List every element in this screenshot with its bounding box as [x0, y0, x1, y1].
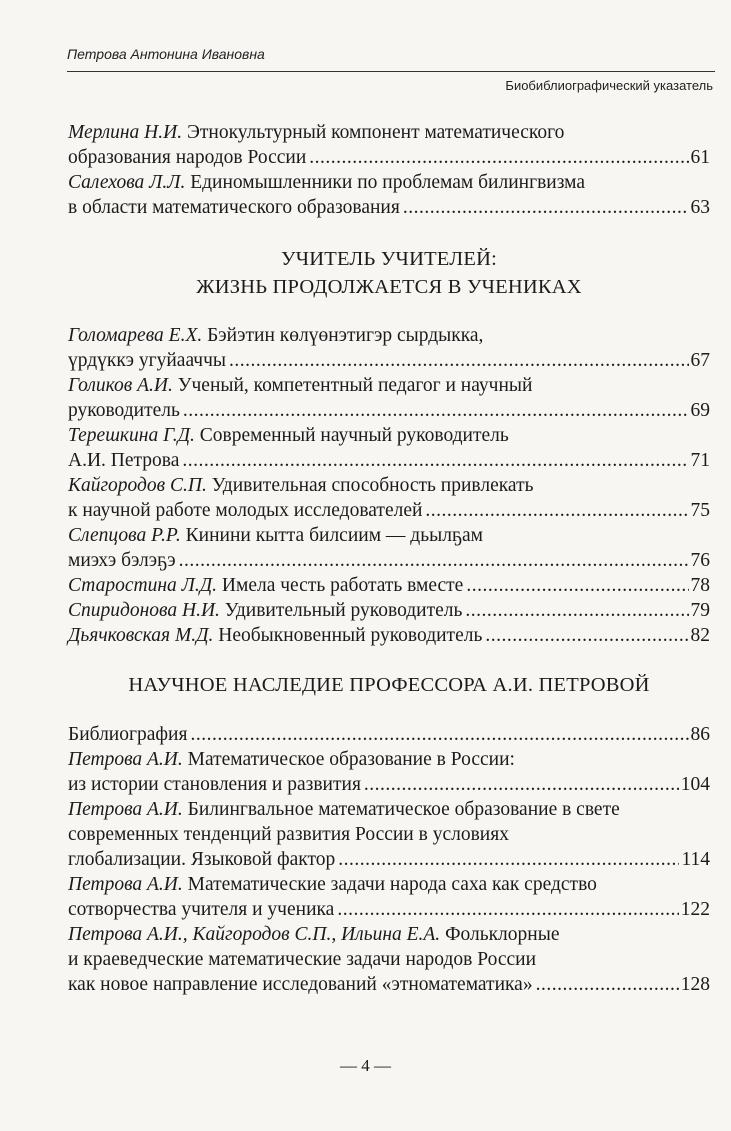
toc-entry-page: 61 — [690, 147, 710, 168]
page-number: — 4 — — [340, 1056, 391, 1075]
toc-entry-text — [68, 498, 422, 523]
toc-group-middle — [68, 323, 710, 648]
toc-entry-text — [68, 122, 564, 143]
toc-entry-text — [68, 425, 509, 446]
toc-entry — [68, 523, 710, 573]
toc-entry — [68, 170, 710, 220]
toc-entry-title: Математическое образование в России: — [187, 749, 515, 770]
toc-entry-line — [68, 323, 710, 348]
toc-entry-line — [68, 373, 710, 398]
toc-entry-text — [68, 897, 334, 922]
toc-entry-title: миэхэ бэлэҕэ — [68, 550, 176, 571]
toc-entry-line — [68, 498, 710, 523]
dot-leader — [229, 348, 688, 373]
toc-entry — [68, 323, 710, 373]
toc-entry — [68, 797, 710, 872]
toc-entry-author: Петрова А.И. — [68, 749, 183, 770]
toc-entry-line — [68, 598, 710, 623]
toc-entry-text — [68, 325, 483, 346]
toc-entry-title: образования народов России — [68, 147, 307, 168]
toc-entry-line — [68, 548, 710, 573]
dot-leader — [536, 972, 679, 997]
toc-entry-line — [68, 922, 710, 947]
toc-entry-line — [68, 797, 710, 822]
toc-entry-page: 122 — [680, 899, 710, 920]
toc-entry-title: Этнокультурный компонент математического — [186, 122, 565, 143]
dot-leader — [364, 772, 679, 797]
toc-entry-text — [68, 824, 509, 845]
toc-entry-title: А.И. Петрова — [68, 450, 180, 471]
toc-entry — [68, 423, 710, 473]
toc-group-bottom — [68, 722, 710, 997]
toc-entry-title: Билингвальное математическое образование в свете — [187, 799, 620, 820]
toc-entry-author: Слепцова Р.Р. — [68, 525, 181, 546]
toc-entry-title: как новое направление исследований «этноматематика» — [68, 974, 533, 995]
toc-entry-line — [68, 170, 710, 195]
toc-entry-line — [68, 348, 710, 373]
toc-entry-text — [68, 398, 180, 423]
toc-entry-text — [68, 722, 187, 747]
toc-entry-line — [68, 423, 710, 448]
toc-entry-line — [68, 947, 710, 972]
toc-entry-line — [68, 573, 710, 598]
toc-entry-text — [68, 375, 532, 396]
toc-entry-author: Петрова А.И., Кайгородов С.П., Ильина Е.А. — [68, 924, 441, 945]
toc-entry-text — [68, 172, 585, 193]
toc-entry-line — [68, 195, 710, 220]
dot-leader — [466, 573, 688, 598]
dot-leader — [403, 195, 689, 220]
toc-entry-text — [68, 623, 482, 648]
section-heading-line: ЖИЗНЬ ПРОДОЛЖАЕТСЯ В УЧЕНИКАХ — [196, 276, 582, 298]
toc-entry-page: 104 — [680, 774, 710, 795]
toc-entry-line — [68, 747, 710, 772]
toc-entry-page: 82 — [690, 625, 710, 646]
toc-entry-title: и краеведческие математические задачи народов России — [68, 949, 537, 970]
dot-leader — [183, 398, 689, 423]
dot-leader — [338, 847, 679, 872]
toc-entry-text — [68, 548, 176, 573]
toc-entry-text — [68, 195, 400, 220]
toc-entry-line — [68, 120, 710, 145]
toc-entry-line — [68, 145, 710, 170]
toc-entry-title: современных тенденций развития России в условиях — [68, 824, 509, 845]
section-heading-legacy — [68, 671, 710, 699]
toc-entry-text — [68, 924, 559, 945]
toc-entry-line — [68, 523, 710, 548]
toc-entry-page: 128 — [680, 974, 710, 995]
toc-entry-line — [68, 897, 710, 922]
toc-entry-line — [68, 448, 710, 473]
toc-entry-page: 78 — [690, 575, 710, 596]
toc-entry — [68, 598, 710, 623]
toc-entry-title: руководитель — [68, 400, 180, 421]
toc-entry-author: Голиков А.И. — [68, 375, 173, 396]
toc-entry-page: 114 — [681, 849, 710, 870]
toc-entry-author: Кайгородов С.П. — [68, 475, 207, 496]
toc-entry-title: Фольклорные — [445, 924, 560, 945]
toc-entry-page: 71 — [690, 450, 710, 471]
toc-entry-author: Спиридонова Н.И. — [68, 600, 220, 621]
toc-entry-title: Современный научный руководитель — [199, 425, 509, 446]
toc-entry-title: сотворчества учителя и ученика — [68, 899, 335, 920]
toc-entry-author: Дьячковская М.Д. — [68, 625, 214, 646]
toc-entry-title: Математические задачи народа саха как средство — [187, 874, 597, 895]
toc-entry-title: Ученый, компетентный педагог и научный — [177, 375, 533, 396]
toc-entry-page: 79 — [690, 600, 710, 621]
toc-entry-line — [68, 398, 710, 423]
toc-entry-author: Петрова А.И. — [68, 799, 183, 820]
section-heading-teacher — [68, 245, 710, 301]
running-header-author: Петрова Антонина Ивановна — [67, 46, 265, 62]
toc-entry-text — [68, 145, 306, 170]
toc-entry — [68, 373, 710, 423]
toc-entry-author: Старостина Л.Д. — [68, 575, 218, 596]
toc-entry-title: Удивительный руководитель — [224, 600, 463, 621]
toc-entry-text — [68, 749, 515, 770]
toc-entry — [68, 473, 710, 523]
table-of-contents — [68, 120, 710, 997]
toc-entry — [68, 872, 710, 922]
toc-entry-title: Необыкновенный руководитель — [218, 625, 483, 646]
toc-entry-text — [68, 448, 179, 473]
toc-entry-title: үрдүккэ угуйааччы — [68, 350, 227, 371]
toc-entry-line — [68, 623, 710, 648]
dot-leader — [465, 598, 688, 623]
toc-entry-text — [68, 573, 463, 598]
toc-entry-page: 75 — [690, 500, 710, 521]
toc-entry-title: Бэйэтин көлүөнэтигэр сырдыкка, — [207, 325, 484, 346]
toc-entry-line — [68, 822, 710, 847]
toc-entry-line — [68, 772, 710, 797]
toc-entry-title: Имела честь работать вместе — [221, 575, 464, 596]
toc-entry-page: 67 — [690, 350, 710, 371]
dot-leader — [337, 897, 678, 922]
toc-entry-text — [68, 949, 536, 970]
toc-entry — [68, 573, 710, 598]
header-divider — [67, 71, 715, 72]
dot-leader — [179, 548, 689, 573]
toc-entry-line — [68, 972, 710, 997]
toc-entry-text — [68, 525, 483, 546]
toc-entry — [68, 747, 710, 797]
toc-entry-line — [68, 473, 710, 498]
dot-leader — [485, 623, 688, 648]
section-heading-line: НАУЧНОЕ НАСЛЕДИЕ ПРОФЕССОРА А.И. ПЕТРОВОЙ — [128, 674, 650, 696]
toc-entry — [68, 120, 710, 170]
toc-entry-title: Кинини кытта билсиим — дьылҕам — [185, 525, 483, 546]
dot-leader — [190, 722, 688, 747]
toc-entry-page: 63 — [690, 197, 710, 218]
running-header-title: Биобиблиографический указатель — [505, 78, 713, 93]
toc-entry-page: 86 — [690, 724, 710, 745]
dot-leader — [425, 498, 688, 523]
section-heading-line: УЧИТЕЛЬ УЧИТЕЛЕЙ: — [281, 248, 497, 270]
toc-entry-line — [68, 872, 710, 897]
toc-entry-line — [68, 847, 710, 872]
toc-entry — [68, 623, 710, 648]
toc-entry — [68, 722, 710, 747]
toc-entry-author: Терешкина Г.Д. — [68, 425, 195, 446]
toc-entry-author: Голомарева Е.Х. — [68, 325, 203, 346]
dot-leader — [182, 448, 688, 473]
toc-entry-text — [68, 799, 620, 820]
dot-leader — [309, 145, 688, 170]
toc-entry-title: глобализации. Языковой фактор — [68, 849, 336, 870]
toc-entry-title: Удивительная способность привлекать — [211, 475, 534, 496]
toc-entry-title: к научной работе молодых исследователей — [68, 500, 423, 521]
toc-entry-text — [68, 348, 226, 373]
toc-entry-author: Петрова А.И. — [68, 874, 183, 895]
toc-entry-text — [68, 847, 335, 872]
toc-entry-text — [68, 598, 462, 623]
toc-entry-author: Мерлина Н.И. — [68, 122, 183, 143]
toc-entry-title: в области математического образования — [68, 197, 400, 218]
toc-entry-author: Салехова Л.Л. — [68, 172, 186, 193]
toc-entry-title: из истории становления и развития — [68, 774, 361, 795]
toc-entry-title: Библиография — [68, 724, 188, 745]
toc-entry-text — [68, 475, 534, 496]
toc-group-top — [68, 120, 710, 220]
toc-entry-title: Единомышленники по проблемам билингвизма — [190, 172, 586, 193]
toc-entry-text — [68, 874, 597, 895]
toc-entry — [68, 922, 710, 997]
toc-entry-page: 69 — [690, 400, 710, 421]
toc-entry-line — [68, 722, 710, 747]
toc-entry-page: 76 — [690, 550, 710, 571]
toc-entry-text — [68, 972, 533, 997]
toc-entry-text — [68, 772, 361, 797]
